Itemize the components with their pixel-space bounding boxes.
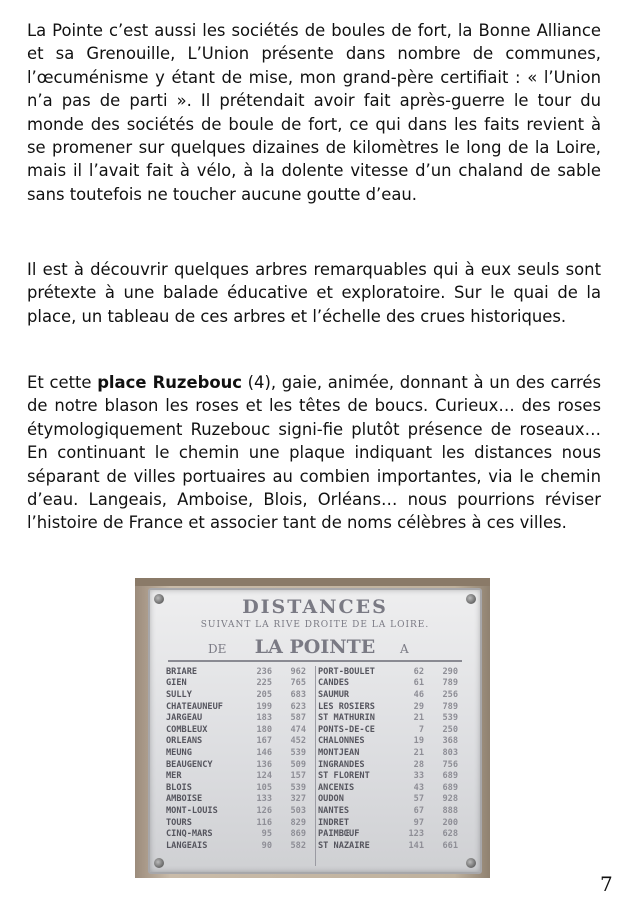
- plaque-distance-m: 928: [442, 794, 458, 805]
- plaque-distance-m: 756: [442, 759, 458, 770]
- plaque-distance-km: 43: [413, 782, 424, 793]
- plaque-row: [318, 701, 468, 713]
- plaque-row: [166, 689, 316, 701]
- plaque-distance-m: 661: [442, 840, 458, 851]
- plaque-row: [166, 701, 316, 713]
- plaque-city: ST MATHURIN: [318, 713, 375, 724]
- plaque-distance-km: 123: [408, 829, 424, 840]
- plaque-city: PAIMBŒUF: [318, 829, 360, 840]
- plaque-distance-km: 62: [413, 666, 424, 677]
- p3-rest: (4), gaie, animée, donnant à un des carrés de notre blason les roses et les têtes de boucs. Curieux… des roses étymologiquement Ruzebouc signi-fie plutôt présence de roseaux…En continuant le chemin une plaque indiquant les distances nous séparant de villes portuaires au combien importantes, via le chemin d’eau. Langeais, Amboise, Blois, Orléans… nous pourrions réviser l’histoire de France et associer tant de noms célèbres à ces villes.: [27, 373, 601, 533]
- plaque-distance-m: 582: [290, 840, 306, 851]
- plaque-city: CANDES: [318, 678, 350, 689]
- plaque-city: BLOIS: [166, 782, 192, 793]
- plaque-distance-km: 57: [413, 794, 424, 805]
- plaque-row: [318, 770, 468, 782]
- plaque-distance-m: 250: [442, 724, 458, 735]
- plaque-city: LANGEAIS: [166, 840, 208, 851]
- plaque-distance-m: 157: [290, 771, 306, 782]
- plaque-row: [166, 666, 316, 678]
- plaque-row: [166, 747, 316, 759]
- plaque-city: MONT-LOUIS: [166, 805, 218, 816]
- plaque-distance-m: 628: [442, 829, 458, 840]
- plaque-distance-km: 7: [418, 724, 424, 735]
- plaque-distance-m: 452: [290, 736, 306, 747]
- plaque-city: COMBLEUX: [166, 724, 208, 735]
- plaque-city: NANTES: [318, 805, 350, 816]
- plaque-distance-m: 200: [442, 817, 458, 828]
- plaque-row: [318, 794, 468, 806]
- plaque-distance-km: 205: [256, 689, 272, 700]
- plaque-city: TOURS: [166, 817, 192, 828]
- plaque-right-column: [318, 666, 468, 852]
- plaque-distance-km: 33: [413, 771, 424, 782]
- plaque-city: OUDON: [318, 794, 344, 805]
- plaque-city: INGRANDES: [318, 759, 365, 770]
- plaque-distance-km: 133: [256, 794, 272, 805]
- page-number: 7: [600, 872, 613, 896]
- plaque-city: LES ROSIERS: [318, 701, 375, 712]
- plaque-city: CHATEAUNEUF: [166, 701, 223, 712]
- plaque-row: [318, 828, 468, 840]
- distances-plaque-photo: [135, 578, 490, 878]
- plaque-row: [318, 724, 468, 736]
- plaque-row: [166, 736, 316, 748]
- plaque-left-column: [166, 666, 316, 852]
- plaque-city: AMBOISE: [166, 794, 203, 805]
- plaque-row: [166, 794, 316, 806]
- plaque-distance-km: 46: [413, 689, 424, 700]
- plaque-city: ST FLORENT: [318, 771, 370, 782]
- plaque-distance-km: 199: [256, 701, 272, 712]
- plaque-row: [318, 805, 468, 817]
- plaque-distance-m: 327: [290, 794, 306, 805]
- plaque-distance-km: 97: [413, 817, 424, 828]
- plaque-title: DISTANCES: [242, 596, 388, 618]
- plaque-distance-km: 124: [256, 771, 272, 782]
- plaque-distance-m: 623: [290, 701, 306, 712]
- plaque-distance-m: 829: [290, 817, 306, 828]
- p3-intro: Et cette: [27, 373, 98, 392]
- plaque-distance-km: 105: [256, 782, 272, 793]
- plaque-distance-m: 539: [290, 782, 306, 793]
- plaque-row: [166, 712, 316, 724]
- plaque-city: BRIARE: [166, 666, 198, 677]
- plaque-distance-km: 141: [408, 840, 424, 851]
- plaque-distance-km: 116: [256, 817, 272, 828]
- plaque-distance-m: 803: [442, 747, 458, 758]
- plaque-distance-km: 236: [256, 666, 272, 677]
- plaque-row: [166, 724, 316, 736]
- plaque-distance-m: 789: [442, 701, 458, 712]
- plaque-city: BEAUGENCY: [166, 759, 213, 770]
- plaque-distance-km: 19: [413, 736, 424, 747]
- plaque-place: LA POINTE: [254, 636, 376, 658]
- plaque-distance-m: 509: [290, 759, 306, 770]
- plaque-row: [318, 712, 468, 724]
- plaque-distance-km: 28: [413, 759, 424, 770]
- plaque-city: PONTS-DE-CÉ: [318, 724, 375, 735]
- plaque-distance-m: 503: [290, 805, 306, 816]
- distances-plaque: [148, 588, 482, 874]
- wall-stone: [135, 578, 490, 586]
- plaque-row: [318, 666, 468, 678]
- plaque-row: [318, 840, 468, 852]
- plaque-distance-m: 539: [442, 713, 458, 724]
- plaque-distance-m: 689: [442, 771, 458, 782]
- plaque-city: ORLÉANS: [166, 736, 203, 747]
- plaque-distance-m: 888: [442, 805, 458, 816]
- paragraph-arbres-remarquables: Il est à découvrir quelques arbres remarquables qui à eux seuls sont prétexte à une balade éducative et exploratoire. Sur le quai de la place, un tableau de ces arbres et l’échelle des crues historiques.: [27, 260, 601, 326]
- plaque-a: A: [400, 642, 409, 656]
- plaque-row: [166, 817, 316, 829]
- plaque-row: [166, 828, 316, 840]
- plaque-city: ST NAZAIRE: [318, 840, 370, 851]
- plaque-row: [166, 770, 316, 782]
- plaque-distance-m: 962: [290, 666, 306, 677]
- plaque-distance-m: 869: [290, 829, 306, 840]
- plaque-row: [318, 736, 468, 748]
- screw-icon: [154, 858, 164, 868]
- plaque-city: PORT-BOULET: [318, 666, 375, 677]
- plaque-subtitle: SUIVANT LA RIVE DROITE DE LA LOIRE.: [200, 620, 430, 630]
- plaque-distance-km: 136: [256, 759, 272, 770]
- plaque-distance-m: 587: [290, 713, 306, 724]
- plaque-city: SAUMUR: [318, 689, 350, 700]
- plaque-city: GIEN: [166, 678, 187, 689]
- plaque-distance-m: 290: [442, 666, 458, 677]
- plaque-distance-m: 368: [442, 736, 458, 747]
- plaque-city: MEUNG: [166, 747, 192, 758]
- plaque-distance-km: 225: [256, 678, 272, 689]
- plaque-distance-m: 539: [290, 747, 306, 758]
- plaque-distance-km: 67: [413, 805, 424, 816]
- plaque-distance-km: 180: [256, 724, 272, 735]
- plaque-city: MER: [166, 771, 182, 782]
- plaque-city: ANCENIS: [318, 782, 355, 793]
- plaque-distance-km: 126: [256, 805, 272, 816]
- plaque-distance-m: 683: [290, 689, 306, 700]
- plaque-row: [318, 689, 468, 701]
- plaque-distance-m: 789: [442, 678, 458, 689]
- plaque-distance-m: 256: [442, 689, 458, 700]
- plaque-row: [318, 759, 468, 771]
- paragraph-place-ruzebouc: [27, 371, 601, 535]
- plaque-distance-km: 61: [413, 678, 424, 689]
- plaque-row: [318, 782, 468, 794]
- plaque-distance-km: 90: [261, 840, 272, 851]
- plaque-distance-km: 167: [256, 736, 272, 747]
- plaque-distance-m: 765: [290, 678, 306, 689]
- plaque-city: CHALONNES: [318, 736, 365, 747]
- plaque-city: SULLY: [166, 689, 192, 700]
- plaque-row: [318, 747, 468, 759]
- plaque-de: DE: [208, 642, 227, 656]
- plaque-distance-km: 146: [256, 747, 272, 758]
- plaque-row: [318, 817, 468, 829]
- plaque-row: [166, 805, 316, 817]
- plaque-row: [166, 782, 316, 794]
- plaque-distance-km: 21: [413, 713, 424, 724]
- plaque-city: CINQ-MARS: [166, 829, 213, 840]
- plaque-row: [318, 678, 468, 690]
- plaque-distance-km: 21: [413, 747, 424, 758]
- plaque-row: [166, 759, 316, 771]
- paragraph-boules-de-fort: La Pointe c’est aussi les sociétés de boules de fort, la Bonne Alliance et sa Grenouille, L’Union présente dans nombre de communes, l’œcuménisme y étant de mise, mon grand-père certifiait : « l’Union n’a pas de parti ». Il prétendait avoir fait après-guerre le tour du monde des sociétés de boule de fort, ce qui dans les faits revient à se promener sur quelques dizaines de kilomètres le long de la Loire, mais il l’avait fait à vélo, à la dolente vitesse d’un chaland de sable sans toutefois ne toucher aucune goutte d’eau.: [27, 21, 601, 204]
- screw-icon: [466, 858, 476, 868]
- plaque-city: MONTJEAN: [318, 747, 360, 758]
- plaque-distance-km: 95: [261, 829, 272, 840]
- plaque-distance-m: 474: [290, 724, 306, 735]
- plaque-city: JARGEAU: [166, 713, 203, 724]
- plaque-rule: [168, 660, 462, 662]
- plaque-row: [166, 840, 316, 852]
- plaque-distance-km: 29: [413, 701, 424, 712]
- plaque-distance-m: 689: [442, 782, 458, 793]
- plaque-row: [166, 678, 316, 690]
- plaque-distance-km: 183: [256, 713, 272, 724]
- plaque-city: INDRET: [318, 817, 350, 828]
- place-ruzebouc-bold: place Ruzebouc: [97, 373, 242, 392]
